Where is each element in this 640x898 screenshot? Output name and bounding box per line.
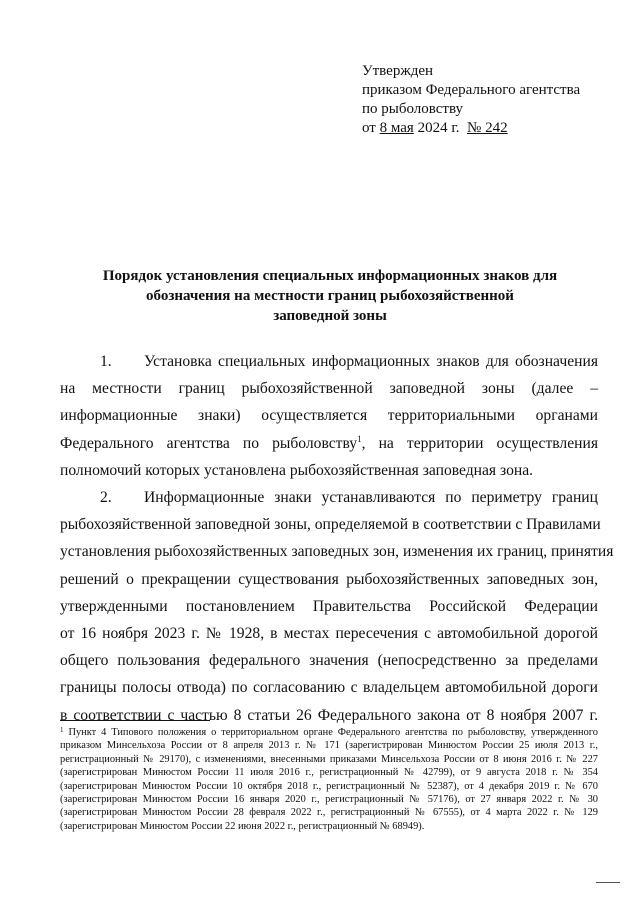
paragraph-1-number: 1. xyxy=(100,353,112,370)
approval-status: Утвержден xyxy=(362,63,434,79)
footnote-line-8: (зарегистрирован Минюстом России 22 июня 2022 г., регистрационный № 68949). xyxy=(60,820,425,832)
paragraph-2-line-5: утвержденными постановлением Правительства Российской Федерации xyxy=(60,597,598,615)
footnote-marker: 1 xyxy=(60,726,64,734)
footnote-line-4: (зарегистрирован Минюстом России 11 июля 2016 г., регистрационный № 42799), от 9 августа 2018 г. № 354 xyxy=(60,767,598,779)
approval-date-line xyxy=(362,119,580,138)
footnote-separator xyxy=(60,720,210,721)
footnote-line-2: приказом Минсельхоза России от 8 апреля 2013 г. № 171 (зарегистрирован Минюстом России 25 июля 2013 г., xyxy=(60,740,598,752)
footnote-text-1: Пункт 4 Типового положения о территориальном органе Федерального агентства по рыболовству, утвержденного xyxy=(68,727,598,738)
paragraph-2-line-4: решений о прекращении существования рыбохозяйственных заповедных зон, xyxy=(60,570,598,588)
scan-edge-mark xyxy=(596,882,620,883)
paragraph-1-line-2: на местности границ рыбохозяйственной заповедной зоны (далее – xyxy=(60,380,598,398)
title-line-1: Порядок установления специальных информационных знаков для xyxy=(102,268,558,284)
paragraph-2 xyxy=(60,484,614,729)
title-line-2: обозначения на местности границ рыбохозяйственной xyxy=(146,288,514,304)
paragraph-2-line-2: рыбохозяйственной заповедной зоны, определяемой в соответствии с Правилами xyxy=(60,516,601,534)
paragraph-2-number: 2. xyxy=(100,489,112,507)
paragraph-1-line-1 xyxy=(60,348,598,375)
paragraph-2-line-7: общего пользования федерального значения (непосредственно за пределами xyxy=(60,652,598,670)
document-title xyxy=(60,266,600,326)
approval-date-year: 2024 г. xyxy=(417,120,460,136)
approval-authority: приказом Федерального агентства xyxy=(362,82,581,98)
footnote-line-5: (зарегистрирован Минюстом России 10 октября 2018 г., регистрационный № 52387), от 4 декабря 2019 г. № 670 xyxy=(60,780,598,792)
paragraph-1-text-4a: Федерального агентства по рыболовству xyxy=(60,434,358,452)
approval-order-number: № 242 xyxy=(467,120,508,136)
approval-block xyxy=(362,62,580,138)
paragraph-1-text-4b: , на территории осуществления xyxy=(361,434,598,452)
paragraph-2-line-6: от 16 ноября 2023 г. № 1928, в местах пересечения с автомобильной дорогой xyxy=(60,625,598,643)
footnote-line-6: (зарегистрирован Минюстом России 16 января 2020 г., регистрационный № 57176), от 27 января 2022 г. № 30 xyxy=(60,794,598,806)
approval-date-day: 8 мая xyxy=(379,120,414,136)
document-body xyxy=(60,348,614,729)
paragraph-1-line-4 xyxy=(60,430,598,457)
paragraph-1-line-3: информационные знаки) осуществляется территориальными органами xyxy=(60,407,598,425)
footnote-line-1 xyxy=(60,726,598,739)
paragraph-2-line-3: установления рыбохозяйственных заповедных зон, изменения их границ, принятия xyxy=(60,543,614,561)
paragraph-2-text-1: Информационные знаки устанавливаются по периметру границ xyxy=(144,489,598,507)
paragraph-1-line-5: полномочий которых установлена рыбохозяйственная заповедная зона. xyxy=(60,461,534,479)
approval-authority-cont: по рыболовству xyxy=(362,101,464,117)
paragraph-2-line-9: в соответствии с частью 8 статьи 26 Федерального закона от 8 ноября 2007 г. xyxy=(60,706,598,724)
title-line-3: заповедной зоны xyxy=(273,308,387,324)
paragraph-2-line-1 xyxy=(60,484,598,511)
paragraph-1-text-1: Установка специальных информационных знаков для обозначения xyxy=(144,353,598,370)
footnote-1 xyxy=(60,726,598,833)
approval-from: от xyxy=(362,120,376,136)
paragraph-2-line-8: границы полосы отвода) по согласованию с владельцем автомобильной дороги xyxy=(60,679,598,697)
footnote-ref-1[interactable]: 1 xyxy=(357,433,362,444)
footnote-line-3: регистрационный № 29170), с изменениями, внесенными приказами Минсельхоза России от 8 июня 2016 г. № 227 xyxy=(60,753,598,765)
paragraph-1 xyxy=(60,348,598,484)
footnote-line-7: (зарегистрирован Минюстом России 28 февраля 2022 г., регистрационный № 67555), от 4 марта 2022 г. № 129 xyxy=(60,807,598,819)
